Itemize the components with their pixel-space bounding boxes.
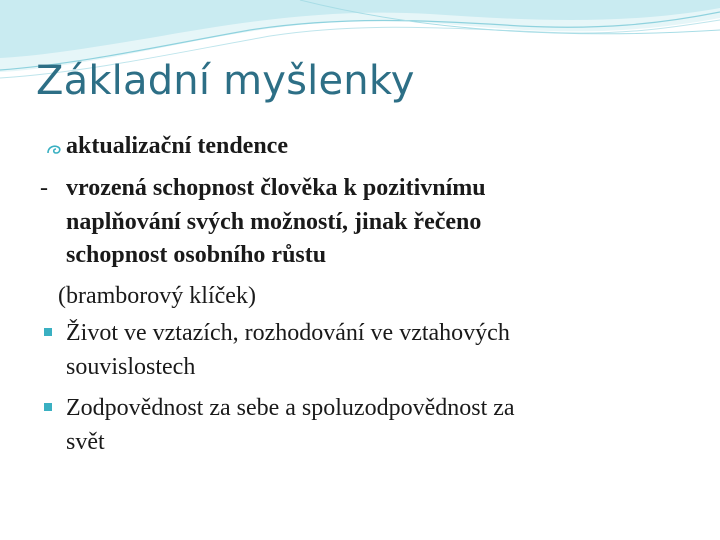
bullet-1-line-1: Život ve vztazích, rozhodování ve vztahových <box>66 320 510 346</box>
bullet-2-line-2: svět <box>66 429 105 455</box>
swirl-bullet-icon <box>46 143 64 157</box>
dash-text-line-2: naplňování svých možností, jinak řečeno <box>66 209 482 235</box>
dash-text-line-1: vrozená schopnost člověka k pozitivnímu <box>66 175 486 201</box>
parenthetical-note: (bramborový klíček) <box>58 283 256 309</box>
bullet-2-line-1: Zodpovědnost za sebe a spoluzodpovědnost za <box>66 395 515 421</box>
slide-title: Základní myšlenky <box>36 58 415 104</box>
square-bullet-icon <box>44 328 52 336</box>
heading-aktualizacni-tendence: aktualizační tendence <box>66 133 288 159</box>
bullet-1-line-2: souvislostech <box>66 354 196 380</box>
dash-marker: - <box>40 175 48 201</box>
square-bullet-icon <box>44 403 52 411</box>
dash-text-line-3: schopnost osobního růstu <box>66 242 327 268</box>
